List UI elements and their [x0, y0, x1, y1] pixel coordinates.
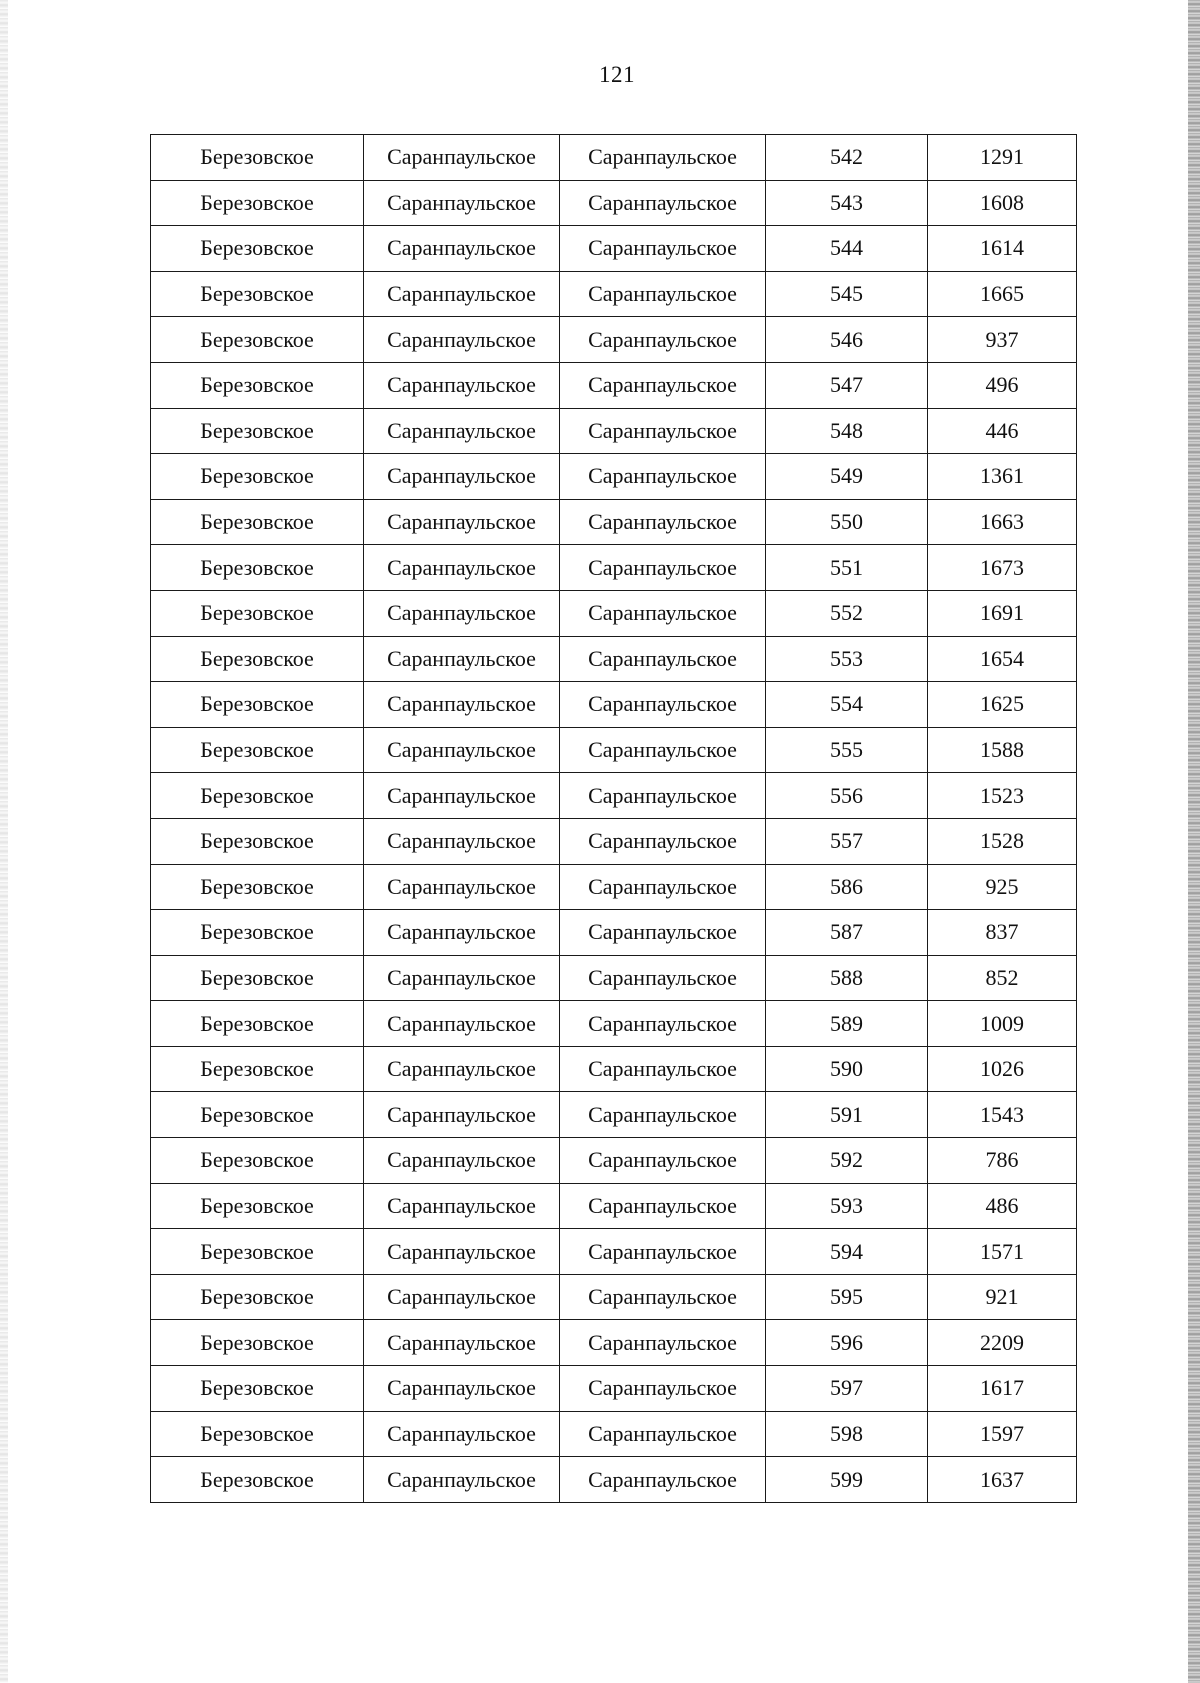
table-row	[151, 773, 1077, 819]
settlement-cell: Саранпаульское	[364, 1320, 560, 1366]
table-row	[151, 1092, 1077, 1138]
value-cell: 1691	[928, 590, 1077, 636]
number-cell: 549	[766, 454, 928, 500]
value-cell: 1625	[928, 682, 1077, 728]
district-cell: Березовское	[151, 682, 364, 728]
table-row	[151, 317, 1077, 363]
number-cell: 544	[766, 226, 928, 272]
number-cell: 587	[766, 910, 928, 956]
locality-cell: Саранпаульское	[560, 1092, 766, 1138]
locality-cell: Саранпаульское	[560, 910, 766, 956]
locality-cell: Саранпаульское	[560, 955, 766, 1001]
district-cell: Березовское	[151, 1183, 364, 1229]
value-cell: 1663	[928, 499, 1077, 545]
number-cell: 589	[766, 1001, 928, 1047]
value-cell: 446	[928, 408, 1077, 454]
settlement-cell: Саранпаульское	[364, 590, 560, 636]
table-row	[151, 135, 1077, 181]
value-cell: 925	[928, 864, 1077, 910]
table-row	[151, 226, 1077, 272]
number-cell: 590	[766, 1046, 928, 1092]
district-cell: Березовское	[151, 955, 364, 1001]
value-cell: 1637	[928, 1457, 1077, 1503]
table-row	[151, 1411, 1077, 1457]
district-cell: Березовское	[151, 271, 364, 317]
number-cell: 543	[766, 180, 928, 226]
locality-cell: Саранпаульское	[560, 1001, 766, 1047]
district-cell: Березовское	[151, 818, 364, 864]
settlement-cell: Саранпаульское	[364, 135, 560, 181]
settlement-cell: Саранпаульское	[364, 682, 560, 728]
district-cell: Березовское	[151, 1229, 364, 1275]
number-cell: 598	[766, 1411, 928, 1457]
settlement-cell: Саранпаульское	[364, 864, 560, 910]
settlement-cell: Саранпаульское	[364, 1229, 560, 1275]
locality-cell: Саранпаульское	[560, 682, 766, 728]
locality-cell: Саранпаульское	[560, 226, 766, 272]
value-cell: 1528	[928, 818, 1077, 864]
table-row	[151, 727, 1077, 773]
table-row	[151, 499, 1077, 545]
district-cell: Березовское	[151, 1274, 364, 1320]
locality-cell: Саранпаульское	[560, 1411, 766, 1457]
settlement-cell: Саранпаульское	[364, 955, 560, 1001]
locality-cell: Саранпаульское	[560, 1183, 766, 1229]
scan-edge-right	[1188, 0, 1200, 1683]
value-cell: 496	[928, 362, 1077, 408]
district-cell: Березовское	[151, 408, 364, 454]
locality-cell: Саранпаульское	[560, 773, 766, 819]
table-row	[151, 1320, 1077, 1366]
locality-cell: Саранпаульское	[560, 864, 766, 910]
table-row	[151, 180, 1077, 226]
settlement-cell: Саранпаульское	[364, 1457, 560, 1503]
district-cell: Березовское	[151, 499, 364, 545]
settlement-cell: Саранпаульское	[364, 1366, 560, 1412]
table-row	[151, 590, 1077, 636]
district-cell: Березовское	[151, 636, 364, 682]
locality-cell: Саранпаульское	[560, 180, 766, 226]
table-row	[151, 1001, 1077, 1047]
locality-cell: Саранпаульское	[560, 499, 766, 545]
settlement-cell: Саранпаульское	[364, 454, 560, 500]
value-cell: 1523	[928, 773, 1077, 819]
locality-cell: Саранпаульское	[560, 818, 766, 864]
value-cell: 1571	[928, 1229, 1077, 1275]
page-number: 121	[599, 62, 635, 87]
value-cell: 2209	[928, 1320, 1077, 1366]
settlement-cell: Саранпаульское	[364, 1183, 560, 1229]
settlement-cell: Саранпаульское	[364, 1092, 560, 1138]
settlement-cell: Саранпаульское	[364, 1046, 560, 1092]
district-cell: Березовское	[151, 135, 364, 181]
settlement-cell: Саранпаульское	[364, 910, 560, 956]
district-cell: Березовское	[151, 773, 364, 819]
value-cell: 1614	[928, 226, 1077, 272]
number-cell: 545	[766, 271, 928, 317]
number-cell: 557	[766, 818, 928, 864]
table-row	[151, 1229, 1077, 1275]
value-cell: 486	[928, 1183, 1077, 1229]
locality-cell: Саранпаульское	[560, 1320, 766, 1366]
number-cell: 550	[766, 499, 928, 545]
table-row	[151, 1046, 1077, 1092]
locality-cell: Саранпаульское	[560, 1366, 766, 1412]
value-cell: 1673	[928, 545, 1077, 591]
locality-cell: Саранпаульское	[560, 1229, 766, 1275]
value-cell: 921	[928, 1274, 1077, 1320]
locality-cell: Саранпаульское	[560, 271, 766, 317]
district-cell: Березовское	[151, 910, 364, 956]
settlement-cell: Саранпаульское	[364, 727, 560, 773]
number-cell: 599	[766, 1457, 928, 1503]
district-cell: Березовское	[151, 180, 364, 226]
value-cell: 1009	[928, 1001, 1077, 1047]
table-row	[151, 955, 1077, 1001]
settlement-cell: Саранпаульское	[364, 271, 560, 317]
value-cell: 852	[928, 955, 1077, 1001]
district-cell: Березовское	[151, 1320, 364, 1366]
value-cell: 1617	[928, 1366, 1077, 1412]
table-row	[151, 271, 1077, 317]
number-cell: 594	[766, 1229, 928, 1275]
number-cell: 555	[766, 727, 928, 773]
locality-cell: Саранпаульское	[560, 636, 766, 682]
settlement-cell: Саранпаульское	[364, 1411, 560, 1457]
number-cell: 591	[766, 1092, 928, 1138]
table-body	[151, 135, 1077, 1503]
locality-cell: Саранпаульское	[560, 135, 766, 181]
locality-cell: Саранпаульское	[560, 1138, 766, 1184]
district-cell: Березовское	[151, 1366, 364, 1412]
district-cell: Березовское	[151, 317, 364, 363]
number-cell: 586	[766, 864, 928, 910]
settlement-cell: Саранпаульское	[364, 180, 560, 226]
value-cell: 937	[928, 317, 1077, 363]
value-cell: 1026	[928, 1046, 1077, 1092]
district-cell: Березовское	[151, 1138, 364, 1184]
locality-cell: Саранпаульское	[560, 362, 766, 408]
number-cell: 547	[766, 362, 928, 408]
table-row	[151, 545, 1077, 591]
district-cell: Березовское	[151, 1046, 364, 1092]
number-cell: 553	[766, 636, 928, 682]
locality-cell: Саранпаульское	[560, 590, 766, 636]
number-cell: 593	[766, 1183, 928, 1229]
number-cell: 546	[766, 317, 928, 363]
district-cell: Березовское	[151, 1001, 364, 1047]
table-row	[151, 1138, 1077, 1184]
district-cell: Березовское	[151, 226, 364, 272]
number-cell: 596	[766, 1320, 928, 1366]
district-cell: Березовское	[151, 454, 364, 500]
locality-cell: Саранпаульское	[560, 1046, 766, 1092]
value-cell: 1608	[928, 180, 1077, 226]
locality-cell: Саранпаульское	[560, 545, 766, 591]
settlement-cell: Саранпаульское	[364, 317, 560, 363]
table-row	[151, 1183, 1077, 1229]
table-row	[151, 864, 1077, 910]
table-row	[151, 818, 1077, 864]
settlement-cell: Саранпаульское	[364, 636, 560, 682]
value-cell: 1654	[928, 636, 1077, 682]
locality-cell: Саранпаульское	[560, 454, 766, 500]
district-cell: Березовское	[151, 362, 364, 408]
settlement-cell: Саранпаульское	[364, 1001, 560, 1047]
table-row	[151, 1274, 1077, 1320]
district-cell: Березовское	[151, 727, 364, 773]
district-cell: Березовское	[151, 1457, 364, 1503]
locality-cell: Саранпаульское	[560, 1274, 766, 1320]
table-row	[151, 408, 1077, 454]
value-cell: 786	[928, 1138, 1077, 1184]
locality-cell: Саранпаульское	[560, 1457, 766, 1503]
district-cell: Березовское	[151, 1092, 364, 1138]
table-row	[151, 636, 1077, 682]
number-cell: 592	[766, 1138, 928, 1184]
table-row	[151, 362, 1077, 408]
number-cell: 551	[766, 545, 928, 591]
settlement-cell: Саранпаульское	[364, 773, 560, 819]
number-cell: 542	[766, 135, 928, 181]
district-cell: Березовское	[151, 590, 364, 636]
table-row	[151, 1366, 1077, 1412]
settlement-cell: Саранпаульское	[364, 545, 560, 591]
number-cell: 552	[766, 590, 928, 636]
number-cell: 548	[766, 408, 928, 454]
locality-cell: Саранпаульское	[560, 317, 766, 363]
number-cell: 597	[766, 1366, 928, 1412]
table-row	[151, 682, 1077, 728]
settlement-cell: Саранпаульское	[364, 226, 560, 272]
value-cell: 1665	[928, 271, 1077, 317]
settlement-cell: Саранпаульское	[364, 1274, 560, 1320]
locality-cell: Саранпаульское	[560, 727, 766, 773]
scan-edge-left	[0, 0, 8, 1683]
table-row	[151, 454, 1077, 500]
settlement-cell: Саранпаульское	[364, 818, 560, 864]
number-cell: 588	[766, 955, 928, 1001]
value-cell: 837	[928, 910, 1077, 956]
value-cell: 1543	[928, 1092, 1077, 1138]
district-cell: Березовское	[151, 545, 364, 591]
number-cell: 595	[766, 1274, 928, 1320]
number-cell: 556	[766, 773, 928, 819]
locality-cell: Саранпаульское	[560, 408, 766, 454]
data-table	[150, 134, 1077, 1503]
value-cell: 1291	[928, 135, 1077, 181]
number-cell: 554	[766, 682, 928, 728]
value-cell: 1597	[928, 1411, 1077, 1457]
settlement-cell: Саранпаульское	[364, 1138, 560, 1184]
table-row	[151, 1457, 1077, 1503]
district-cell: Березовское	[151, 1411, 364, 1457]
table-row	[151, 910, 1077, 956]
district-cell: Березовское	[151, 864, 364, 910]
value-cell: 1361	[928, 454, 1077, 500]
value-cell: 1588	[928, 727, 1077, 773]
settlement-cell: Саранпаульское	[364, 499, 560, 545]
settlement-cell: Саранпаульское	[364, 408, 560, 454]
settlement-cell: Саранпаульское	[364, 362, 560, 408]
